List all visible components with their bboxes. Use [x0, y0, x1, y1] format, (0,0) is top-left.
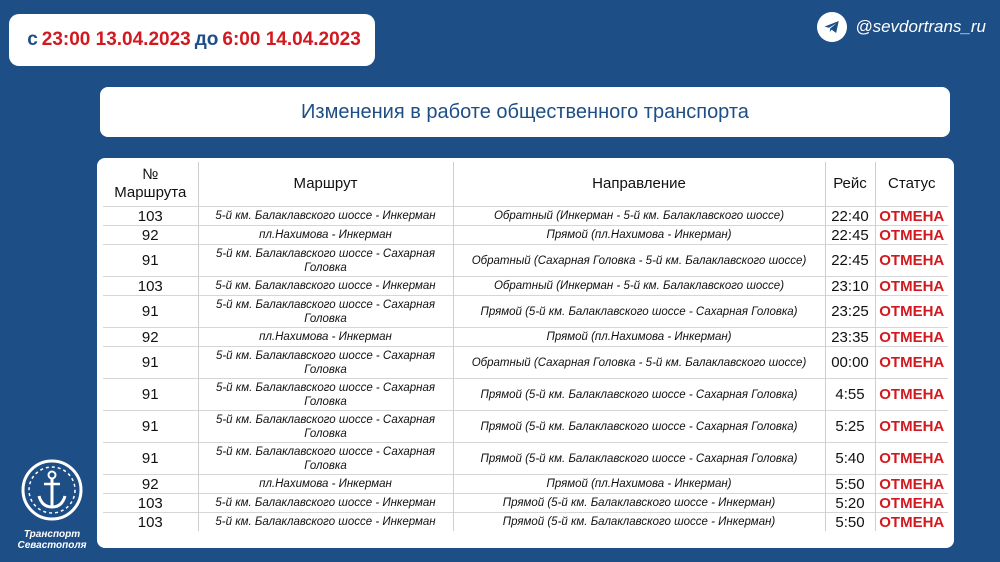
logo-line-2: Севастополя — [17, 540, 87, 551]
trip-status: ОТМЕНА — [875, 475, 948, 494]
route-direction: Обратный (Инкерман - 5-й км. Балаклавского шоссе) — [453, 277, 825, 296]
route-name: 5-й км. Балаклавского шоссе - Сахарная Головка — [198, 296, 453, 328]
table-row — [103, 494, 948, 513]
trip-status: ОТМЕНА — [875, 513, 948, 532]
route-number: 91 — [103, 411, 198, 443]
route-number: 103 — [103, 207, 198, 226]
route-name: 5-й км. Балаклавского шоссе - Инкерман — [198, 494, 453, 513]
route-name: 5-й км. Балаклавского шоссе - Сахарная Головка — [198, 347, 453, 379]
telegram-icon — [817, 12, 847, 42]
route-name: 5-й км. Балаклавского шоссе - Сахарная Головка — [198, 245, 453, 277]
column-header-status: Статус — [875, 162, 948, 207]
route-name: 5-й км. Балаклавского шоссе - Инкерман — [198, 207, 453, 226]
date-start: 23:00 13.04.2023 — [41, 29, 191, 50]
trip-time: 23:10 — [825, 277, 875, 296]
route-number: 91 — [103, 245, 198, 277]
route-name: 5-й км. Балаклавского шоссе - Инкерман — [198, 277, 453, 296]
trip-time: 23:25 — [825, 296, 875, 328]
table-header-row — [103, 162, 948, 207]
column-header-direction: Направление — [453, 162, 825, 207]
anchor-icon — [20, 458, 84, 522]
page-title — [100, 87, 950, 137]
route-name: 5-й км. Балаклавского шоссе - Сахарная Головка — [198, 411, 453, 443]
trip-time: 22:40 — [825, 207, 875, 226]
schedule-table — [103, 162, 948, 531]
table-row — [103, 207, 948, 226]
column-header-trip: Рейс — [825, 162, 875, 207]
route-name: пл.Нахимова - Инкерман — [198, 328, 453, 347]
date-joiner: до — [194, 29, 219, 50]
route-direction: Прямой (5-й км. Балаклавского шоссе - Сахарная Головка) — [453, 411, 825, 443]
telegram-handle: @sevdortrans_ru — [855, 17, 986, 36]
logo-line-1: Транспорт — [23, 529, 81, 540]
route-number: 91 — [103, 443, 198, 475]
route-direction: Прямой (5-й км. Балаклавского шоссе - Сахарная Головка) — [453, 443, 825, 475]
table-row — [103, 328, 948, 347]
trip-status: ОТМЕНА — [875, 245, 948, 277]
trip-status: ОТМЕНА — [875, 328, 948, 347]
route-direction: Обратный (Сахарная Головка - 5-й км. Балаклавского шоссе) — [453, 245, 825, 277]
trip-status: ОТМЕНА — [875, 207, 948, 226]
route-name: 5-й км. Балаклавского шоссе - Сахарная Головка — [198, 379, 453, 411]
route-direction: Прямой (5-й км. Балаклавского шоссе - Инкерман) — [453, 513, 825, 532]
trip-status: ОТМЕНА — [875, 347, 948, 379]
route-direction: Прямой (пл.Нахимова - Инкерман) — [453, 475, 825, 494]
route-number: 103 — [103, 494, 198, 513]
table-row — [103, 475, 948, 494]
route-direction: Обратный (Сахарная Головка - 5-й км. Балаклавского шоссе) — [453, 347, 825, 379]
trip-time: 22:45 — [825, 226, 875, 245]
table-row — [103, 411, 948, 443]
route-number: 91 — [103, 347, 198, 379]
trip-time: 4:55 — [825, 379, 875, 411]
trip-time: 00:00 — [825, 347, 875, 379]
trip-status: ОТМЕНА — [875, 379, 948, 411]
route-number: 91 — [103, 379, 198, 411]
trip-time: 5:50 — [825, 513, 875, 532]
trip-status: ОТМЕНА — [875, 443, 948, 475]
date-end: 6:00 14.04.2023 — [222, 29, 361, 50]
column-header-route: Маршрут — [198, 162, 453, 207]
route-number: 92 — [103, 226, 198, 245]
route-number: 103 — [103, 277, 198, 296]
trip-time: 5:50 — [825, 475, 875, 494]
trip-status: ОТМЕНА — [875, 277, 948, 296]
trip-time: 5:20 — [825, 494, 875, 513]
table-row — [103, 226, 948, 245]
schedule-table-card — [97, 158, 954, 548]
trip-status: ОТМЕНА — [875, 296, 948, 328]
page-title-text: Изменения в работе общественного транспорта — [301, 100, 749, 123]
trip-time: 5:25 — [825, 411, 875, 443]
trip-time: 22:45 — [825, 245, 875, 277]
table-row — [103, 513, 948, 532]
trip-status: ОТМЕНА — [875, 494, 948, 513]
table-row — [103, 245, 948, 277]
route-direction: Прямой (5-й км. Балаклавского шоссе - Сахарная Головка) — [453, 296, 825, 328]
column-header-number: № Маршрута — [114, 166, 187, 201]
table-row — [103, 277, 948, 296]
route-direction: Прямой (пл.Нахимова - Инкерман) — [453, 328, 825, 347]
trip-status: ОТМЕНА — [875, 226, 948, 245]
route-direction: Прямой (пл.Нахимова - Инкерман) — [453, 226, 825, 245]
route-number: 92 — [103, 475, 198, 494]
route-number: 91 — [103, 296, 198, 328]
trip-time: 23:35 — [825, 328, 875, 347]
route-direction: Обратный (Инкерман - 5-й км. Балаклавского шоссе) — [453, 207, 825, 226]
table-row — [103, 347, 948, 379]
route-direction: Прямой (5-й км. Балаклавского шоссе - Инкерман) — [453, 494, 825, 513]
table-row — [103, 443, 948, 475]
date-range-banner — [9, 14, 375, 66]
route-name: 5-й км. Балаклавского шоссе - Инкерман — [198, 513, 453, 532]
table-row — [103, 296, 948, 328]
route-number: 92 — [103, 328, 198, 347]
table-row — [103, 379, 948, 411]
route-number: 103 — [103, 513, 198, 532]
route-direction: Прямой (5-й км. Балаклавского шоссе - Сахарная Головка) — [453, 379, 825, 411]
trip-status: ОТМЕНА — [875, 411, 948, 443]
route-name: 5-й км. Балаклавского шоссе - Сахарная Головка — [198, 443, 453, 475]
route-name: пл.Нахимова - Инкерман — [198, 475, 453, 494]
transport-logo — [12, 458, 92, 551]
telegram-link[interactable] — [817, 10, 986, 44]
trip-time: 5:40 — [825, 443, 875, 475]
route-name: пл.Нахимова - Инкерман — [198, 226, 453, 245]
date-prefix: с — [27, 29, 38, 50]
